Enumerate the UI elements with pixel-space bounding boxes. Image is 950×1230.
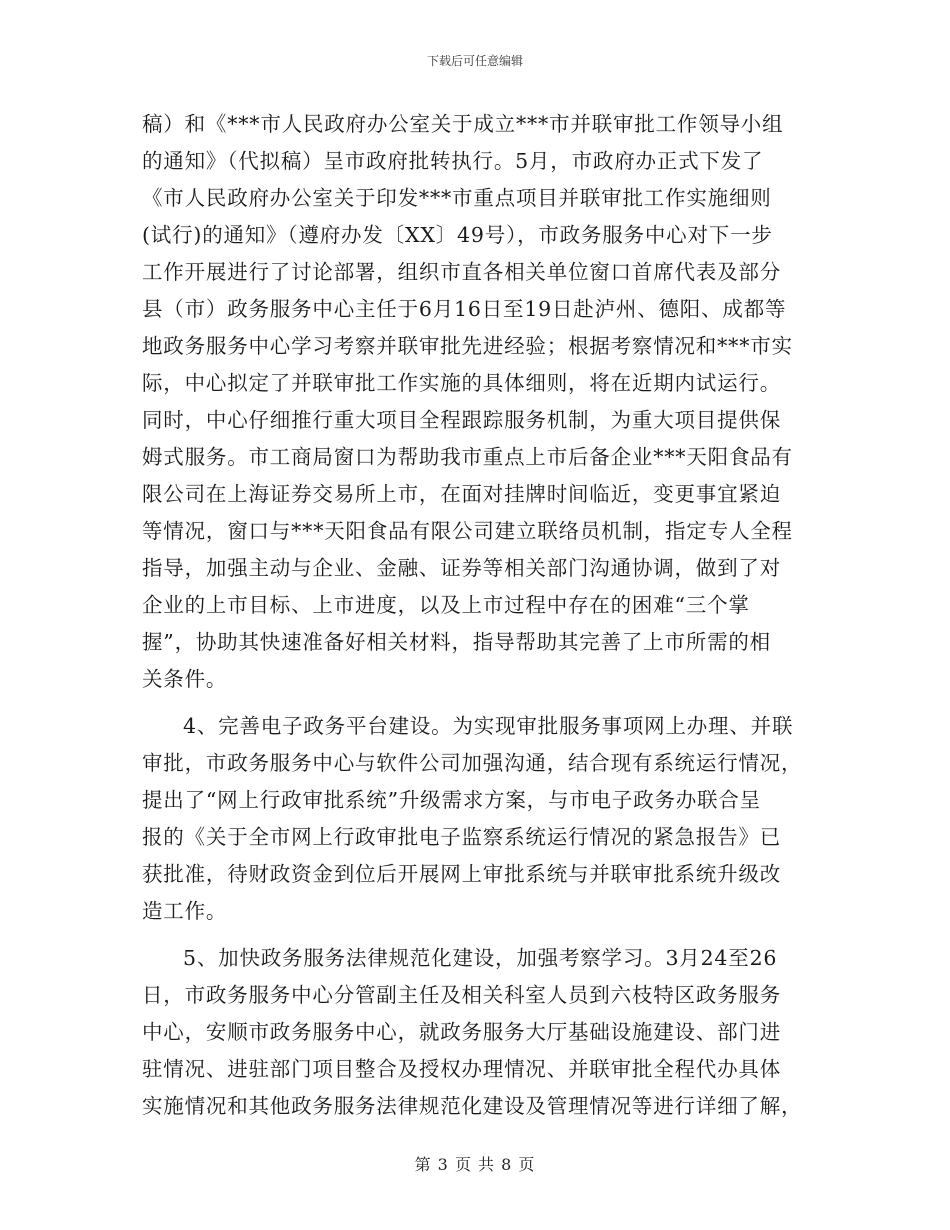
text-line: 等情况，窗口与***天阳食品有限公司建立联络员机制，指定专人全程 (142, 519, 793, 543)
text-line: 驻情况、进驻部门项目整合及授权办理情况、并联审批全程代办具体 (142, 1057, 781, 1081)
text-line: 限公司在上海证券交易所上市，在面对挂牌时间临近，变更事宜紧迫 (142, 482, 781, 506)
text-line: 同时，中心仔细推行重大项目全程跟踪服务机制，为重大项目提供保 (142, 408, 781, 432)
text-line: 关条件。 (142, 667, 228, 691)
text-line: 际，中心拟定了并联审批工作实施的具体细则，将在近期内试运行。 (142, 371, 781, 395)
text-line: 地政务服务中心学习考察并联审批先进经验；根据考察情况和***市实 (142, 334, 793, 358)
page-header: 下载后可任意编辑 (426, 54, 523, 68)
paragraph-1 (142, 106, 802, 698)
text-line: 握”，协助其快速准备好相关材料，指导帮助其完善了上市所需的相 (142, 630, 771, 654)
text-line: 姆式服务。市工商局窗口为帮助我市重点上市后备企业***天阳食品有 (142, 445, 793, 469)
paragraph-3 (142, 940, 802, 1125)
paragraph-2 (142, 708, 802, 930)
text-line: 《市人民政府办公室关于印发***市重点项目并联审批工作实施细则 (142, 186, 772, 210)
text-line: 稿）和《***市人民政府办公室关于成立***市并联审批工作领导小组 (142, 112, 784, 136)
text-line: (试行)的通知》（遵府办发〔XX〕49号），市政务服务中心对下一步 (142, 223, 773, 247)
text-line: 企业的上市目标、上市进度，以及上市过程中存在的困难“三个掌 (142, 593, 750, 617)
text-line: 审批，市政务服务中心与软件公司加强沟通，结合现有系统运行情况， (142, 751, 803, 775)
text-line: 4、完善电子政务平台建设。为实现审批服务事项网上办理、并联 (183, 714, 794, 738)
text-line: 报的《关于全市网上行政审批电子监察系统运行情况的紧急报告》已 (142, 825, 781, 849)
paragraph-gap (142, 698, 802, 708)
text-line: 工作开展进行了讨论部署，组织市直各相关单位窗口首席代表及部分 (142, 260, 781, 284)
text-line: 县（市）政务服务中心主任于6月16日至19日赴泸州、德阳、成都等 (142, 297, 787, 321)
text-line: 指导，加强主动与企业、金融、证券等相关部门沟通协调，做到了对 (142, 556, 781, 580)
text-line: 中心，安顺市政务服务中心，就政务服务大厅基础设施建设、部门进 (142, 1020, 781, 1044)
text-line: 的通知》（代拟稿）呈市政府批转执行。5月，市政府办正式下发了 (142, 149, 764, 173)
text-line: 获批准，待财政资金到位后开展网上审批系统与并联审批系统升级改 (142, 862, 781, 886)
text-line: 实施情况和其他政务服务法律规范化建设及管理情况等进行详细了解， (142, 1094, 803, 1118)
text-line: 造工作。 (142, 899, 228, 923)
text-line: 5、加快政务服务法律规范化建设，加强考察学习。3月24至26 (183, 946, 778, 970)
text-line: 日，市政务服务中心分管副主任及相关科室人员到六枝特区政务服务 (142, 983, 781, 1007)
paragraph-gap (142, 930, 802, 940)
document-body (142, 106, 802, 1125)
text-line: 提出了“网上行政审批系统”升级需求方案，与市电子政务办联合呈 (142, 788, 761, 812)
page-footer: 第 3 页 共 8 页 (414, 1155, 536, 1174)
